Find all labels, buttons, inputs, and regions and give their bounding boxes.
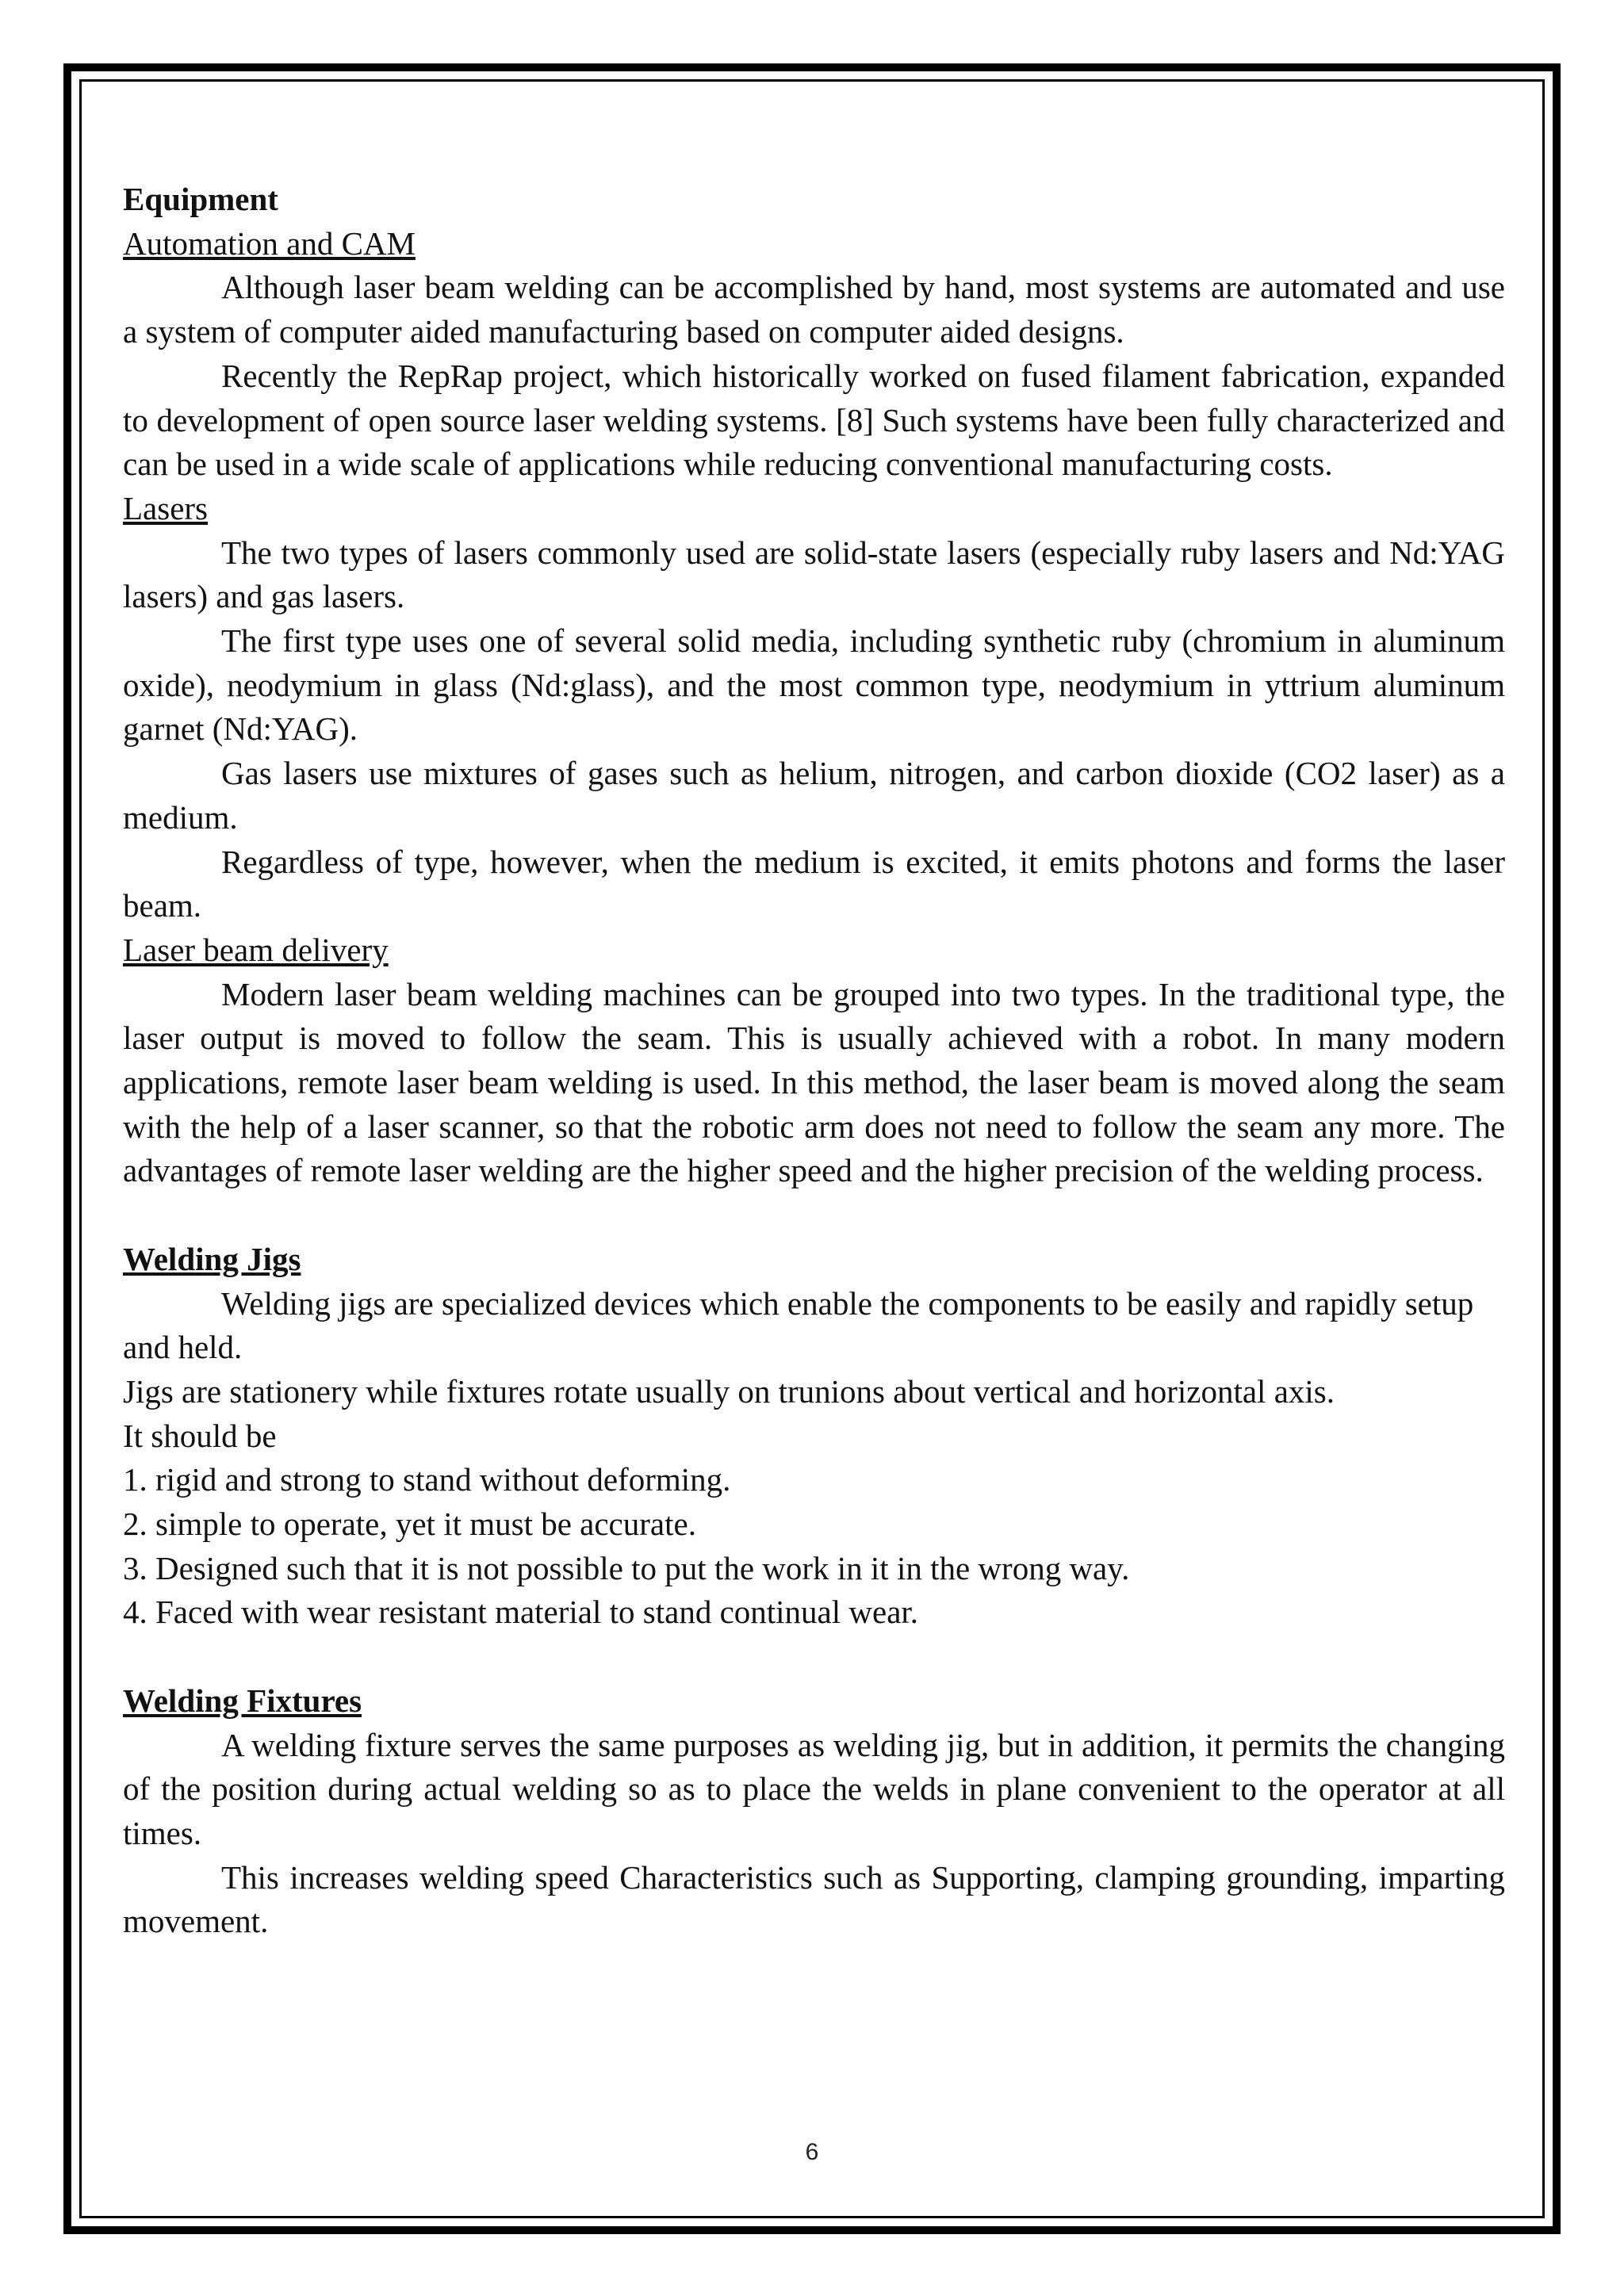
lasers-paragraph-1: The two types of lasers commonly used are solid-state lasers (especially ruby lasers and Nd:YAG lasers) and gas lasers. bbox=[123, 534, 1505, 615]
document-body bbox=[123, 178, 1505, 1944]
equipment-heading: Equipment bbox=[123, 181, 278, 217]
lasers-paragraph-4: Regardless of type, however, when the medium is excited, it emits photons and forms the laser beam. bbox=[123, 843, 1505, 924]
automation-paragraph-2: Recently the RepRap project, which historically worked on fused filament fabrication, expanded to development of open source laser welding systems. [8] Such systems have been fully characterized and can be used in a wide scale of applications while reducing conventional manufacturing costs. bbox=[123, 357, 1505, 483]
jigs-list-item: 4. Faced with wear resistant material to stand continual wear. bbox=[123, 1594, 919, 1631]
spacer bbox=[123, 1635, 1505, 1679]
jigs-paragraph-1: Welding jigs are specialized devices which enable the components to be easily and rapidly setup and held. bbox=[123, 1284, 1474, 1366]
page-number: 6 bbox=[805, 2139, 819, 2165]
jigs-list-item: 1. rigid and strong to stand without deforming. bbox=[123, 1461, 731, 1498]
jigs-paragraph-2: Jigs are stationery while fixtures rotate usually on trunions about vertical and horizontal axis. bbox=[123, 1372, 1335, 1410]
delivery-subheading: Laser beam delivery bbox=[123, 931, 389, 968]
lasers-paragraph-3: Gas lasers use mixtures of gases such as helium, nitrogen, and carbon dioxide (CO2 laser) as a medium. bbox=[123, 755, 1505, 836]
lasers-paragraph-2: The first type uses one of several solid media, including synthetic ruby (chromium in aluminum oxide), neodymium in glass (Nd:glass), and the most common type, neodymium in yttrium aluminum garnet (Nd:YAG). bbox=[123, 622, 1505, 748]
jigs-paragraph-3: It should be bbox=[123, 1417, 277, 1454]
spacer bbox=[123, 1193, 1505, 1238]
lasers-subheading: Lasers bbox=[123, 489, 209, 526]
jigs-list-item: 2. simple to operate, yet it must be accurate. bbox=[123, 1506, 696, 1543]
automation-subheading: Automation and CAM bbox=[123, 224, 416, 262]
fixtures-paragraph-1: A welding fixture serves the same purposes as welding jig, but in addition, it permits the changing of the position during actual welding so as to place the welds in plane convenient to the operator at all times. bbox=[123, 1726, 1505, 1851]
welding-jigs-heading: Welding Jigs bbox=[123, 1240, 301, 1277]
fixtures-paragraph-2: This increases welding speed Characteristics such as Supporting, clamping grounding, imparting movement. bbox=[123, 1858, 1505, 1940]
welding-fixtures-heading: Welding Fixtures bbox=[123, 1682, 362, 1719]
jigs-list-item: 3. Designed such that it is not possible to put the work in it in the wrong way. bbox=[123, 1549, 1130, 1586]
delivery-paragraph-1: Modern laser beam welding machines can be grouped into two types. In the traditional type, the laser output is moved to follow the seam. This is usually achieved with a robot. In many modern applications, remote laser beam welding is used. In this method, the laser beam is moved along the seam with the help of a laser scanner, so that the robotic arm does not need to follow the seam any more. The advantages of remote laser welding are the higher speed and the higher precision of the welding process. bbox=[123, 975, 1505, 1189]
automation-paragraph-1: Although laser beam welding can be accomplished by hand, most systems are automated and use a system of computer aided manufacturing based on computer aided designs. bbox=[123, 269, 1505, 350]
